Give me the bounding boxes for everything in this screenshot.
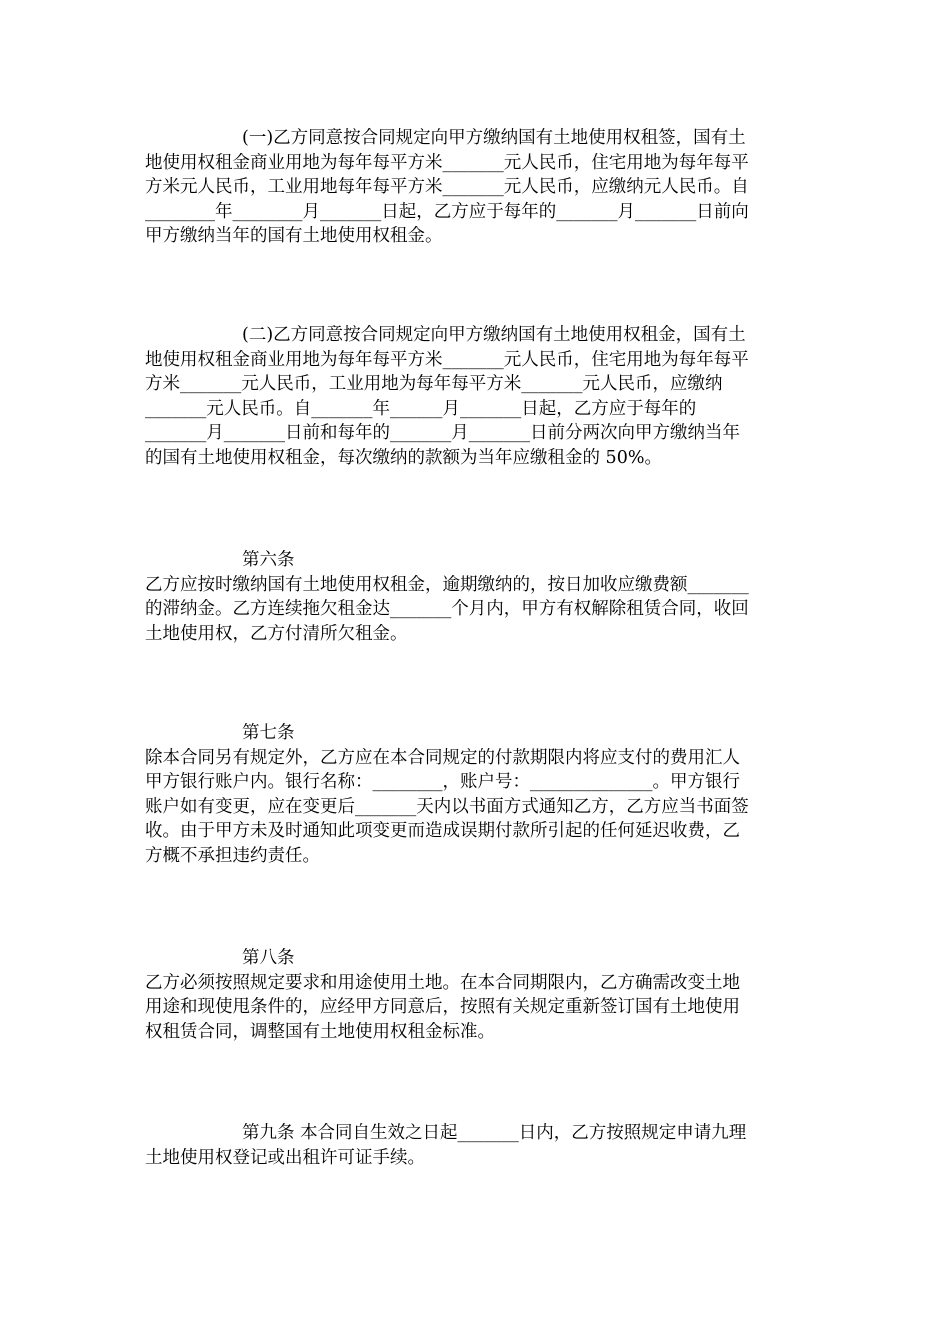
clause-b-line: 地使用权租金商业用地为每年每平方米_______元人民币，住宅用地为每年每平 [145,349,749,370]
article-6 [145,548,813,646]
article-7-line: 除本合同另有规定外，乙方应在本合同规定的付款期限内将应支付的费用汇人 [145,747,740,768]
article-9 [145,1121,813,1170]
article-7-line: 收。由于甲方未及时通知此项变更而造成误期付款所引起的任何延迟收费，乙 [145,821,740,841]
article-7-line: 方概不承担违约责任。 [145,845,320,866]
article-8 [145,946,813,1044]
clause-a-paragraph [145,126,813,249]
article-7-title: 第七条 [242,723,295,743]
clause-b-line: (二)乙方同意按合同规定向甲方缴纳国有土地使用权租金，国有土 [242,325,746,345]
clause-a-line: (一)乙方同意按合同规定向甲方缴纳国有土地使用权租签，国有土 [242,128,746,148]
clause-b-line: _______元人民币。自_______年______月_______日起，乙方应于每年的 [145,398,697,419]
article-9-line: 第九条 本合同自生效之日起_______日内，乙方按照规定申请九理 [242,1123,747,1143]
article-8-line: 用途和现使甩条件的，应经甲方同意后，按照有关规定重新签订国有土地使用 [145,997,740,1017]
clause-a-line: 甲方缴纳当年的国有土地使用权租金。 [145,226,443,246]
article-8-title: 第八条 [242,948,295,968]
article-7 [145,721,813,868]
clause-a-line: 地使用权租金商业用地为每年每平方米_______元人民币，住宅用地为每年每平 [145,152,749,173]
article-6-line: 的滞纳金。乙方连续拖欠租金达_______个月内，甲方有权解除租赁合同，收回 [145,599,749,619]
clause-b-line: 的国有土地使用权租金，每次缴纳的款额为当年应缴租金的 50%。 [145,447,662,468]
clause-a-line: 方米元人民币，工业用地每年每平方米_______元人民币，应缴纳元人民币。自 [145,177,749,197]
article-9-line: 土地使用权登记或出租许可证手续。 [145,1147,425,1168]
clause-b-line: _______月_______日前和每年的_______月_______日前分两次向甲方缴纳当年 [145,423,740,443]
article-6-line: 土地使用权，乙方付清所欠租金。 [145,623,408,644]
article-6-title: 第六条 [242,550,295,570]
article-7-line: 账户如有变更，应在变更后_______天内以书面方式通知乙方，乙方应当书面签 [145,796,749,817]
article-6-line: 乙方应按时缴纳国有土地使用权租金，逾期缴纳的，按日加收应缴费额_______ [145,574,749,595]
clause-a-line: ________年________月_______日起，乙方应于每年的_______月_______日前向 [145,201,749,222]
article-7-line: 甲方银行账户内。银行名称：________，账户号：______________。甲方银行 [145,772,740,792]
article-8-line: 权租赁合同，调整国有土地使用权租金标准。 [145,1021,495,1042]
clause-b-line: 方米_______元人民币，工业用地为每年每平方米_______元人民币，应缴纳 [145,374,723,394]
clause-b-paragraph [145,323,813,470]
article-8-line: 乙方必须按照规定要求和用途使用土地。在本合同期限内，乙方确需改变土地 [145,972,740,993]
